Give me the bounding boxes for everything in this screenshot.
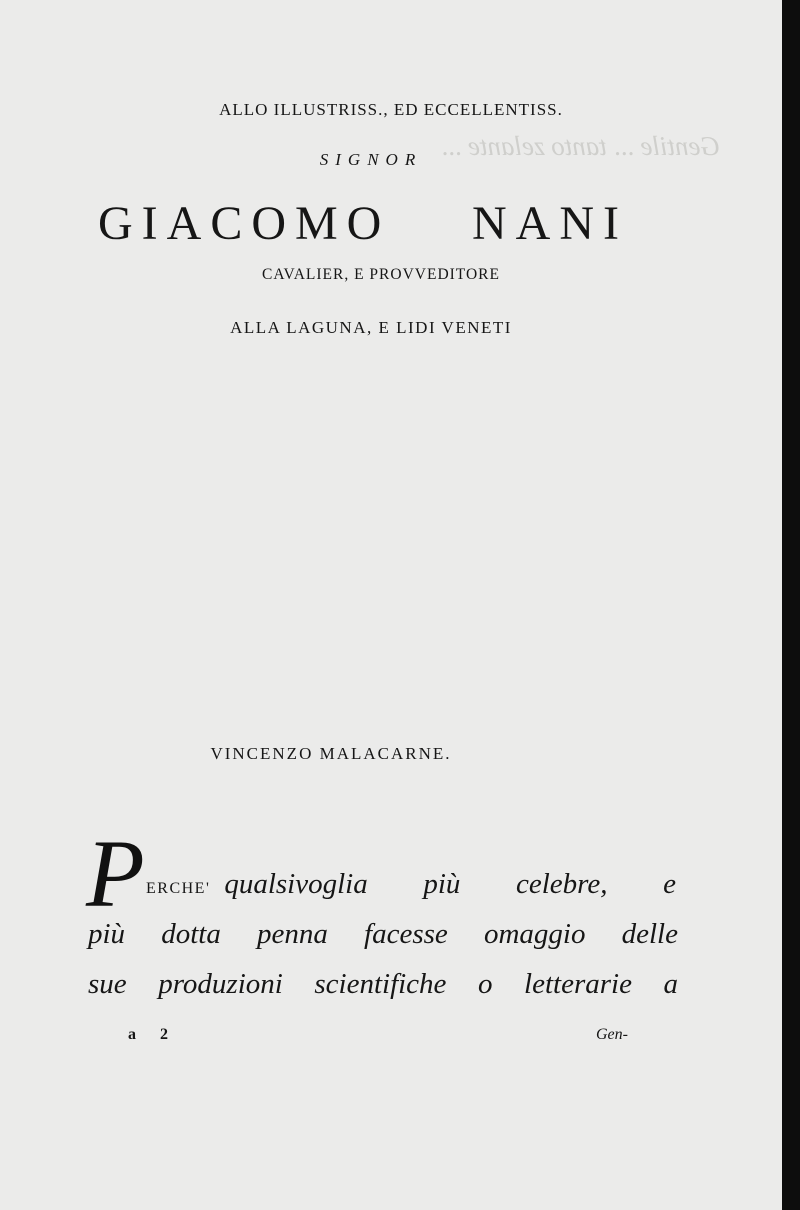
body-line-3-text: sue produzioni scientifiche o letterarie a	[88, 968, 678, 1000]
dedicatee-first-name: GIACOMO	[98, 197, 391, 250]
author-line: VINCENZO MALACARNE.	[210, 744, 452, 763]
dedicatee-title-line-1: CAVALIER, E PROVVEDITORE	[261, 266, 500, 283]
bleed-through-left: Gentile ... tanto zelante ...	[441, 131, 720, 161]
signor-line: SIGNOR	[319, 150, 423, 169]
dedicatee-title-line-2: ALLA LAGUNA, E LIDI VENETI	[230, 318, 512, 337]
body-text	[88, 918, 678, 1018]
body-line-2-text: più dotta penna facesse omaggio delle	[88, 918, 678, 950]
page-edge-shadow	[782, 0, 800, 1210]
body-line-3	[88, 968, 678, 1018]
catchword: Gen-	[596, 1026, 628, 1043]
body-line-1-text: qualsivoglia più celebre, e	[224, 868, 676, 900]
signature-mark: a 2	[128, 1026, 178, 1043]
drop-cap: P	[86, 820, 145, 927]
first-word-rest: ERCHE'	[146, 880, 211, 897]
body-line-2	[88, 918, 678, 968]
body-line-1	[146, 868, 676, 901]
dedicatee-last-name: NANI	[472, 197, 628, 250]
dedication-line: ALLO ILLUSTRISS., ED ECCELLENTISS.	[219, 100, 563, 119]
